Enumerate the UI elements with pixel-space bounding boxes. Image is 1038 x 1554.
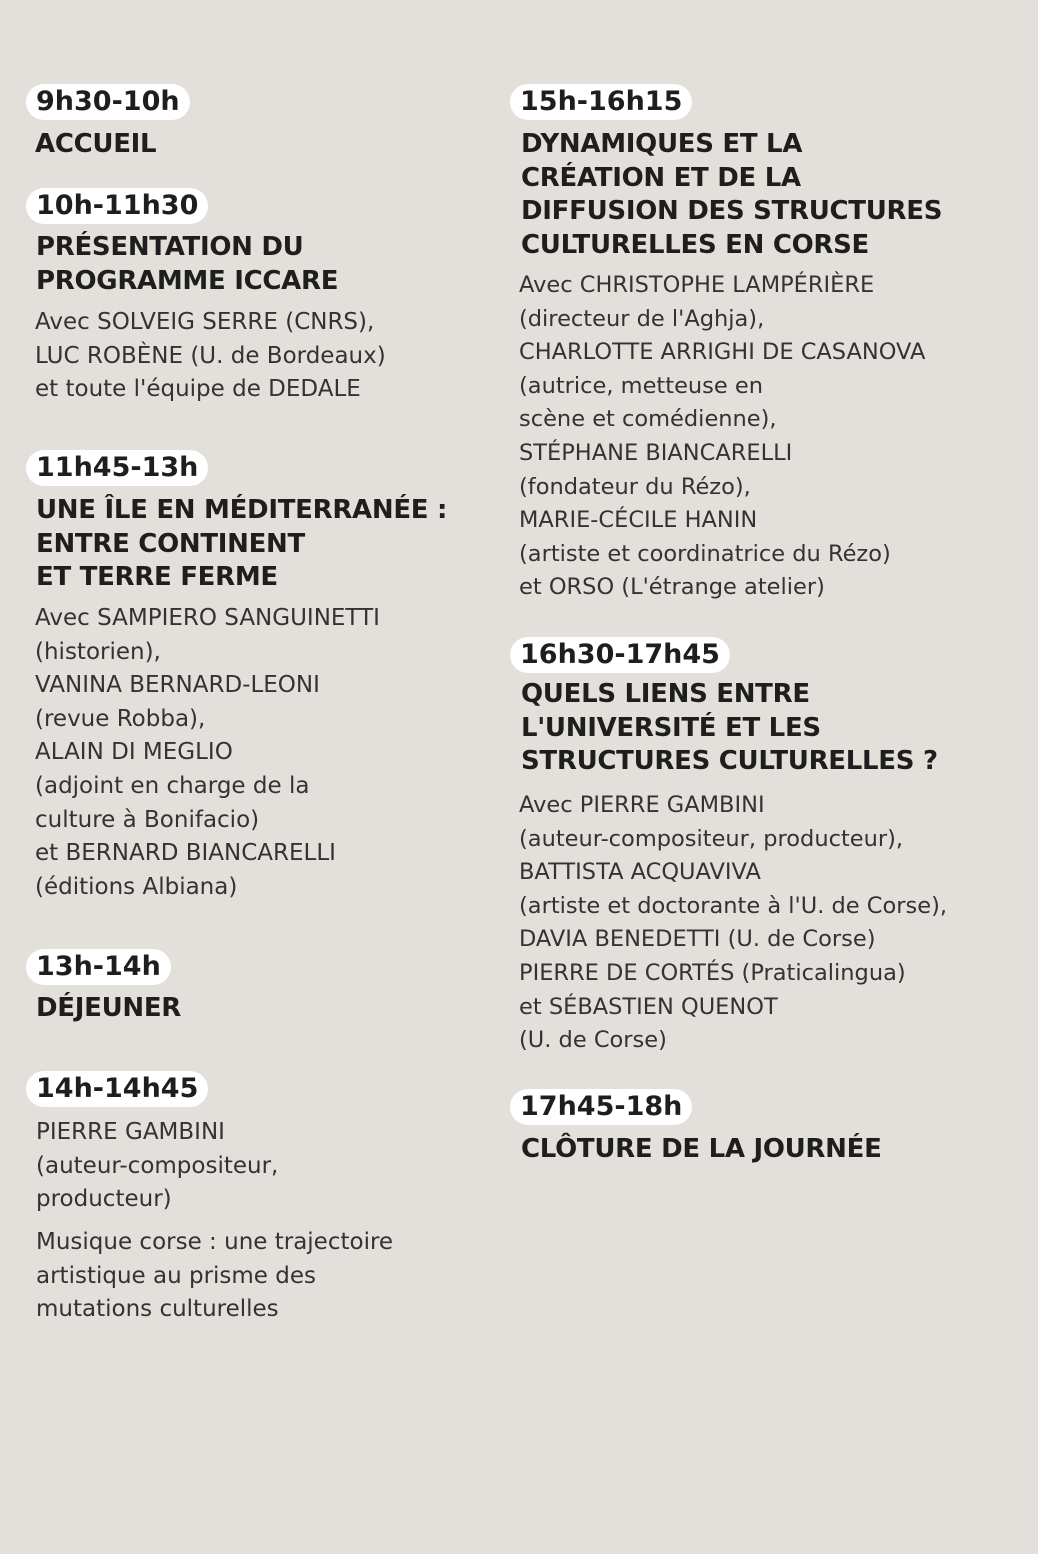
title-line: UNE ÎLE EN MÉDITERRANÉE : (36, 495, 448, 525)
time-badge-dejeuner: 13h-14h (26, 949, 171, 985)
text-line: LUC ROBÈNE (U. de Bordeaux) (35, 342, 386, 369)
text-line: et toute l'équipe de DEDALE (35, 376, 361, 403)
session-title-cloture: CLÔTURE DE LA JOURNÉE (521, 1134, 882, 1164)
session-speakers-presentation (35, 306, 386, 407)
time-badge-dynamiques: 15h-16h15 (510, 84, 692, 120)
text-line: PIERRE DE CORTÉS (Praticalingua) (519, 959, 906, 986)
text-line: BATTISTA ACQUAVIVA (519, 859, 761, 886)
text-line: (auteur-compositeur, producteur), (519, 825, 904, 852)
text-line: (revue Robba), (35, 705, 206, 732)
session-title-dynamiques (521, 128, 942, 262)
text-line: (artiste et doctorante à l'U. de Corse), (519, 892, 948, 919)
text-line: Avec CHRISTOPHE LAMPÉRIÈRE (519, 272, 875, 298)
title-line: CRÉATION ET DE LA (521, 162, 801, 193)
text-line: (auteur-compositeur, (36, 1152, 279, 1179)
text-line: Musique corse : une trajectoire (36, 1229, 394, 1255)
time-badge-ile: 11h45-13h (26, 450, 208, 486)
text-line: MARIE-CÉCILE HANIN (519, 507, 758, 534)
time-badge-presentation: 10h-11h30 (26, 188, 208, 224)
session-title-accueil: ACCUEIL (35, 129, 157, 159)
text-line: STÉPHANE BIANCARELLI (519, 439, 793, 466)
text-line: et ORSO (L'étrange atelier) (519, 574, 825, 601)
text-line: (fondateur du Rézo), (519, 473, 751, 500)
text-line: (historien), (35, 638, 161, 665)
text-line: producteur) (36, 1186, 172, 1213)
session-speakers-ile (35, 602, 380, 904)
time-badge-gambini: 14h-14h45 (26, 1071, 208, 1107)
text-line: culture à Bonifacio) (35, 806, 260, 833)
session-speakers-liens (519, 789, 947, 1058)
text-line: artistique au prisme des (36, 1262, 316, 1289)
session-title-liens (521, 678, 938, 779)
title-line: L'UNIVERSITÉ ET LES (521, 712, 821, 743)
time-badge-cloture: 17h45-18h (510, 1089, 692, 1125)
text-line: (autrice, metteuse en (519, 372, 763, 399)
session-title-presentation (36, 231, 338, 298)
title-line: ET TERRE FERME (36, 562, 278, 592)
text-line: (adjoint en charge de la (35, 772, 310, 799)
title-line: PRÉSENTATION DU (36, 232, 304, 262)
title-line: CULTURELLES EN CORSE (521, 229, 870, 260)
session-speaker-gambini (36, 1116, 278, 1217)
text-line: VANINA BERNARD-LEONI (35, 672, 320, 699)
text-line: mutations culturelles (36, 1296, 279, 1323)
text-line: DAVIA BENEDETTI (U. de Corse) (519, 926, 876, 953)
text-line: et BERNARD BIANCARELLI (35, 840, 336, 867)
title-line: QUELS LIENS ENTRE (521, 679, 810, 709)
text-line: (directeur de l'Aghja), (519, 305, 765, 332)
text-line: (U. de Corse) (519, 1027, 667, 1054)
title-line: ENTRE CONTINENT (36, 528, 305, 559)
text-line: (artiste et coordinatrice du Rézo) (519, 540, 891, 567)
session-title-dejeuner: DÉJEUNER (36, 993, 182, 1023)
text-line: Avec PIERRE GAMBINI (519, 792, 765, 818)
text-line: (éditions Albiana) (35, 873, 238, 900)
session-speakers-dynamiques (519, 269, 925, 605)
title-line: STRUCTURES CULTURELLES ? (521, 746, 938, 776)
text-line: CHARLOTTE ARRIGHI DE CASANOVA (519, 339, 926, 366)
text-line: PIERRE GAMBINI (36, 1119, 225, 1145)
text-line: et SÉBASTIEN QUENOT (519, 993, 778, 1020)
session-description-gambini (36, 1226, 393, 1327)
time-badge-accueil: 9h30-10h (26, 84, 190, 120)
session-title-ile (36, 494, 447, 595)
time-badge-liens: 16h30-17h45 (510, 637, 730, 673)
text-line: ALAIN DI MEGLIO (35, 739, 233, 766)
text-line: scène et comédienne), (519, 406, 777, 433)
title-line: DYNAMIQUES ET LA (521, 129, 803, 159)
title-line: DIFFUSION DES STRUCTURES (521, 196, 943, 226)
text-line: Avec SAMPIERO SANGUINETTI (35, 605, 380, 631)
title-line: PROGRAMME ICCARE (36, 265, 339, 296)
text-line: Avec SOLVEIG SERRE (CNRS), (35, 309, 375, 335)
